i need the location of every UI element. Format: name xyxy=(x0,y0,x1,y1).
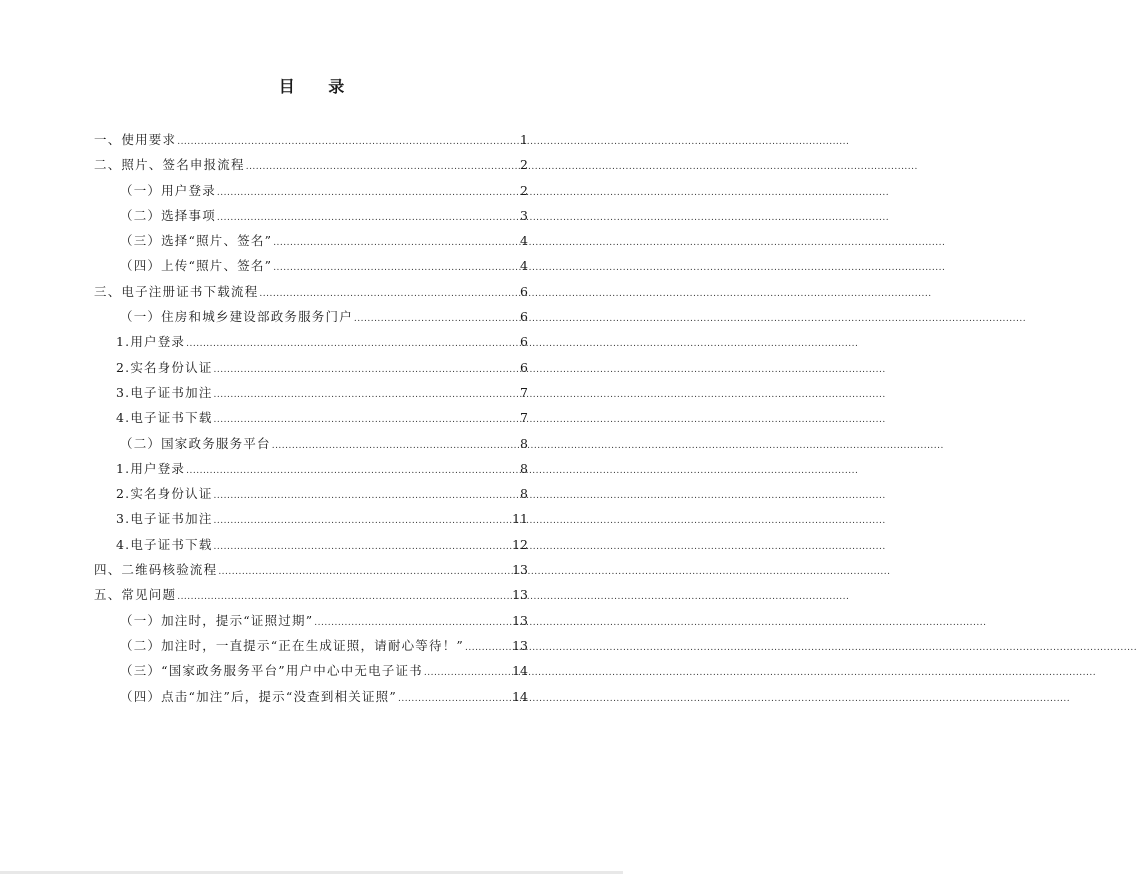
toc-dot-leader xyxy=(217,181,519,206)
toc-entry-text: （二）加注时，一直提示“正在生成证照，请耐心等待！” xyxy=(120,637,464,653)
toc-dot-leader xyxy=(398,687,511,712)
toc-entry-text: 1.用户登录 xyxy=(116,334,186,350)
toc-page-number: 8 xyxy=(520,486,528,502)
toc-page-number: 13 xyxy=(512,587,528,603)
toc-entry-text: 五、常见问题 xyxy=(94,587,177,603)
toc-dot-leader xyxy=(214,484,520,509)
toc-page-number: 6 xyxy=(520,359,528,375)
toc-dot-leader xyxy=(214,358,520,383)
toc-entry-text: （一）加注时，提示“证照过期” xyxy=(120,612,314,628)
toc-page-number: 14 xyxy=(512,663,528,679)
toc-entry[interactable] xyxy=(94,405,528,430)
toc-entry-text: （二）国家政务服务平台 xyxy=(120,435,271,451)
toc-entry-text: （一）用户登录 xyxy=(120,182,216,198)
toc-page-number: 13 xyxy=(512,562,528,578)
toc-page-number: 6 xyxy=(520,334,528,350)
toc-dot-leader xyxy=(186,459,519,484)
toc-entry-text: 一、使用要求 xyxy=(94,132,177,147)
toc-entry[interactable] xyxy=(94,532,528,557)
toc-page-number: 13 xyxy=(512,612,528,628)
toc-page-number: 2 xyxy=(520,157,528,173)
toc-entry[interactable] xyxy=(94,456,528,481)
toc-entry[interactable] xyxy=(94,304,528,329)
toc-dot-leader xyxy=(273,256,519,281)
toc-entry[interactable] xyxy=(94,658,528,683)
toc-page-number: 3 xyxy=(520,207,528,223)
toc-dot-leader xyxy=(218,560,511,585)
toc-page-number: 11 xyxy=(512,511,528,527)
toc-entry[interactable] xyxy=(94,481,528,506)
toc-entry[interactable] xyxy=(94,608,528,633)
toc-page-number: 1 xyxy=(520,132,528,147)
toc-dot-leader xyxy=(272,434,519,459)
toc-entry[interactable] xyxy=(94,329,528,354)
toc-dot-leader xyxy=(214,509,512,534)
toc-entry-text: （四）上传“照片、签名” xyxy=(120,258,273,274)
toc-entry[interactable] xyxy=(94,203,528,228)
toc-dot-leader xyxy=(214,535,512,560)
toc-dot-leader xyxy=(465,636,511,661)
toc-entry-text: （三）选择“照片、签名” xyxy=(120,233,273,249)
toc-dot-leader xyxy=(186,332,519,357)
toc-page-number: 7 xyxy=(520,384,528,400)
table-of-contents xyxy=(94,127,528,709)
toc-entry[interactable] xyxy=(94,684,528,709)
toc-page-number: 6 xyxy=(520,283,528,299)
toc-page-number: 2 xyxy=(520,182,528,198)
toc-page-number: 8 xyxy=(520,460,528,476)
toc-page-number: 14 xyxy=(512,688,528,704)
toc-page-number: 7 xyxy=(520,410,528,426)
toc-page-number: 12 xyxy=(512,536,528,552)
toc-entry[interactable] xyxy=(94,380,528,405)
toc-entry[interactable] xyxy=(94,355,528,380)
toc-entry[interactable] xyxy=(94,253,528,278)
toc-dot-leader xyxy=(246,155,519,180)
toc-entry-text: 2.实名身份认证 xyxy=(116,359,213,375)
toc-entry-text: 二、照片、签名申报流程 xyxy=(94,157,245,173)
toc-page-number: 6 xyxy=(520,309,528,325)
toc-entry-text: 四、二维码核验流程 xyxy=(94,562,218,578)
toc-dot-leader xyxy=(424,661,511,686)
toc-entry[interactable] xyxy=(94,228,528,253)
toc-dot-leader xyxy=(273,231,519,256)
toc-entry[interactable] xyxy=(94,557,528,582)
toc-page-number: 4 xyxy=(520,233,528,249)
toc-entry[interactable] xyxy=(94,506,528,531)
toc-entry-text: 三、电子注册证书下载流程 xyxy=(94,283,259,299)
toc-entry[interactable] xyxy=(94,633,528,658)
toc-page-number: 4 xyxy=(520,258,528,274)
toc-entry-text: （三）“国家政务服务平台”用户中心中无电子证书 xyxy=(120,663,423,679)
toc-dot-leader xyxy=(354,307,519,332)
toc-entry[interactable] xyxy=(94,178,528,203)
toc-entry-text: 3.电子证书加注 xyxy=(116,511,213,527)
toc-entry[interactable] xyxy=(94,279,528,304)
toc-entry[interactable] xyxy=(94,152,528,177)
toc-entry-text: 2.实名身份认证 xyxy=(116,486,213,502)
toc-entry[interactable] xyxy=(94,582,528,607)
toc-entry-text: （一）住房和城乡建设部政务服务门户 xyxy=(120,309,353,325)
toc-entry-text: 3.电子证书加注 xyxy=(116,384,213,400)
toc-page-number: 8 xyxy=(520,435,528,451)
toc-dot-leader xyxy=(214,383,520,408)
toc-entry-text: 4.电子证书下载 xyxy=(116,536,213,552)
toc-page-number: 13 xyxy=(512,637,528,653)
page-title: 目 录 xyxy=(278,77,359,96)
toc-entry-text: 4.电子证书下载 xyxy=(116,410,213,426)
toc-entry-text: （四）点击“加注”后，提示“没查到相关证照” xyxy=(120,688,397,704)
toc-entry[interactable] xyxy=(94,431,528,456)
toc-entry[interactable] xyxy=(94,127,528,152)
toc-entry-text: （二）选择事项 xyxy=(120,207,216,223)
toc-entry-text: 1.用户登录 xyxy=(116,460,186,476)
